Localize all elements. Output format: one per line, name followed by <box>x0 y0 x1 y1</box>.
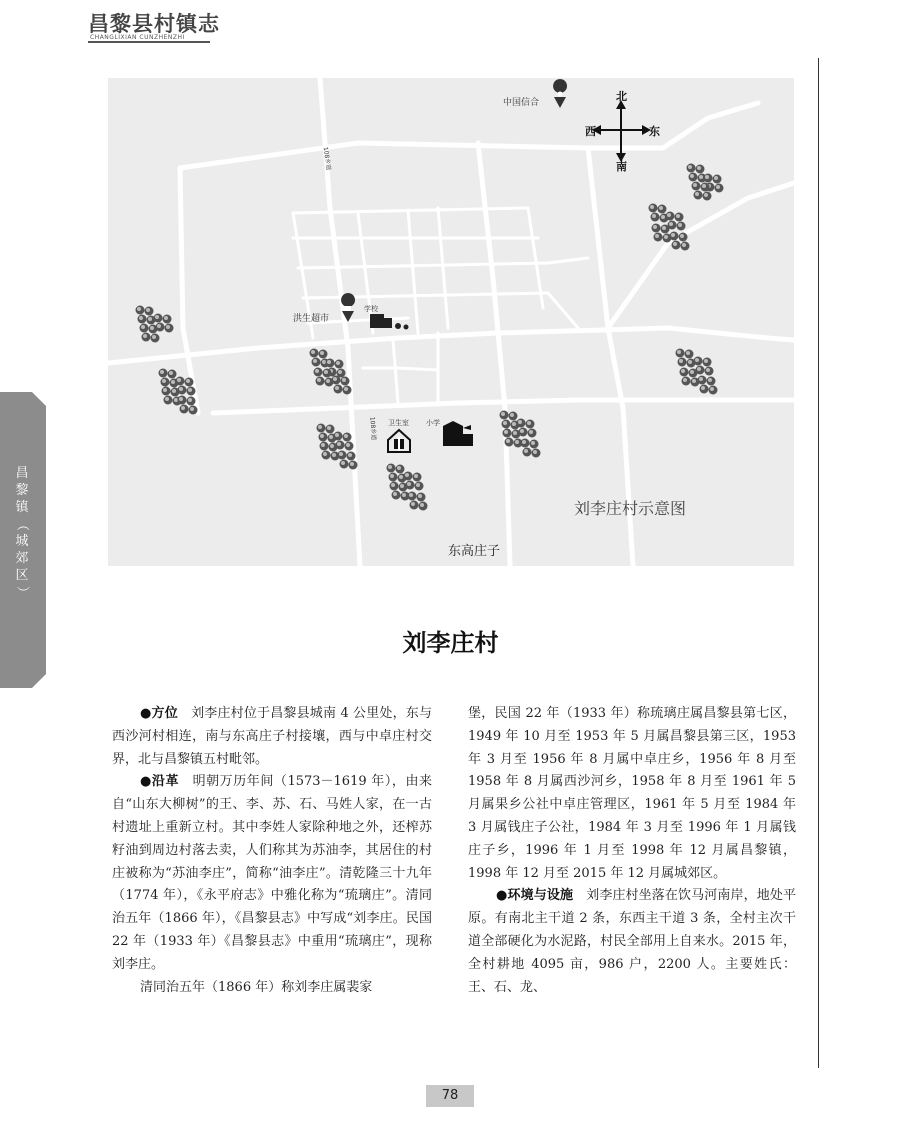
paragraph-text: 明朝万历年间（1573－1619 年），由来自“山东大柳树”的王、李、苏、石、马姓人家，在一古村遗址上重新立村。其中李姓人家除种地之外，还榨苏籽油到周边村落去卖，人们称其为苏油李，其居住的村庄被称为“苏油李庄”，简称“油李庄”。清乾隆三十九年（1774 年），《永平府志》中雅化称为“琉璃庄”。清同治五年（1866 年），《昌黎县志》中写成“刘李庄。民国 22 年（1933 年）《昌黎县志》中重用“琉璃庄”，现称刘李庄。 <box>112 774 433 972</box>
paragraph-history-cont <box>112 977 432 1000</box>
page-title: 刘李庄村 <box>402 629 499 657</box>
road-label: 108乡道 <box>321 146 332 171</box>
compass-south: 南 <box>616 160 627 173</box>
map-title: 刘李庄村示意图 <box>574 499 687 518</box>
text-column-right <box>468 703 796 999</box>
header-rule <box>88 41 210 43</box>
page-number: 78 <box>426 1085 474 1107</box>
school-label: 学校 <box>364 305 378 313</box>
paragraph-text: 刘李庄村位于昌黎县城南 4 公里处，东与西沙河村相连，南与东高庄子村接壤，西与中卓庄村交界，北与昌黎镇五村毗邻。 <box>112 706 432 767</box>
bank-pin-icon <box>553 79 567 108</box>
book-title: 昌黎县村镇志 <box>88 12 220 36</box>
supermarket-label: 洪生超市 <box>293 314 330 324</box>
clinic-label: 卫生室 <box>388 419 409 427</box>
vertical-rule <box>818 58 819 1068</box>
side-tab-char: 区 <box>15 568 29 583</box>
text-column-left <box>112 703 432 999</box>
side-tab-char: 昌 <box>15 466 29 481</box>
clinic-icon <box>388 430 410 452</box>
side-tab-char: ） <box>14 585 30 599</box>
side-tab-char: 黎 <box>15 483 29 498</box>
compass-north: 北 <box>616 90 627 103</box>
primary-school-icon <box>443 421 473 446</box>
paragraph-admin-history <box>468 703 796 885</box>
section-key: ●沿革 <box>140 774 180 790</box>
paragraph-location <box>112 703 432 771</box>
compass-east: 东 <box>649 125 660 138</box>
side-tab-char: （ <box>14 517 30 531</box>
side-tab-label <box>12 465 32 601</box>
school-icon <box>370 314 409 330</box>
paragraph-text: 刘李庄村坐落在饮马河南岸，地处平原。有南北主干道 2 条，东西主干道 3 条，全村主次干道全部硬化为水泥路，村民全部用上自来水。2015 年，全村耕地 4095 亩，986 户，2200 人。主要姓氏：王、石、龙、 <box>468 888 796 995</box>
road-label: 108乡道 <box>368 416 378 441</box>
map-drawing <box>108 78 794 566</box>
section-key: ●方位 <box>140 706 178 721</box>
book-subtitle: CHANGLIXIAN CUNZHENZHI <box>90 34 185 41</box>
side-tab-char: 郊 <box>15 551 29 566</box>
side-tab-char: 城 <box>15 534 29 549</box>
road-network <box>108 78 794 566</box>
paragraph-text: 堡，民国 22 年（1933 年）称琉璃庄属昌黎县第七区，1949 年 10 月至 1953 年 5 月属昌黎县第三区，1953 年 3 月至 1956 年 8 月属中卓庄乡，1956 年 8 月至 1958 年 8 月属西沙河乡，1958 年 8 月至 1961 年 5 月属果乡公社中卓庄管理区，1961 年 5 月至 1984 年 3 月属钱庄子公社，1984 年 3 月至 1996 年 1 月属钱庄子乡，1996 年 1 月至 1998 年 12 月属昌黎镇，1998 年 12 月至 2015 年 12 月属城郊区。 <box>468 706 796 881</box>
village-map <box>108 78 794 566</box>
paragraph-environment <box>468 885 796 999</box>
compass-west: 西 <box>585 125 596 138</box>
bank-label: 中国信合 <box>503 98 540 108</box>
compass-rose <box>592 100 651 162</box>
section-key: ●环境与设施 <box>496 888 574 904</box>
paragraph-history <box>112 771 432 976</box>
paragraph-text: 清同治五年（1866 年）称刘李庄属裴家 <box>140 979 373 995</box>
south-village-label: 东高庄子 <box>448 544 501 559</box>
primary-school-label: 小学 <box>426 419 440 427</box>
side-tab-char: 镇 <box>15 500 29 515</box>
